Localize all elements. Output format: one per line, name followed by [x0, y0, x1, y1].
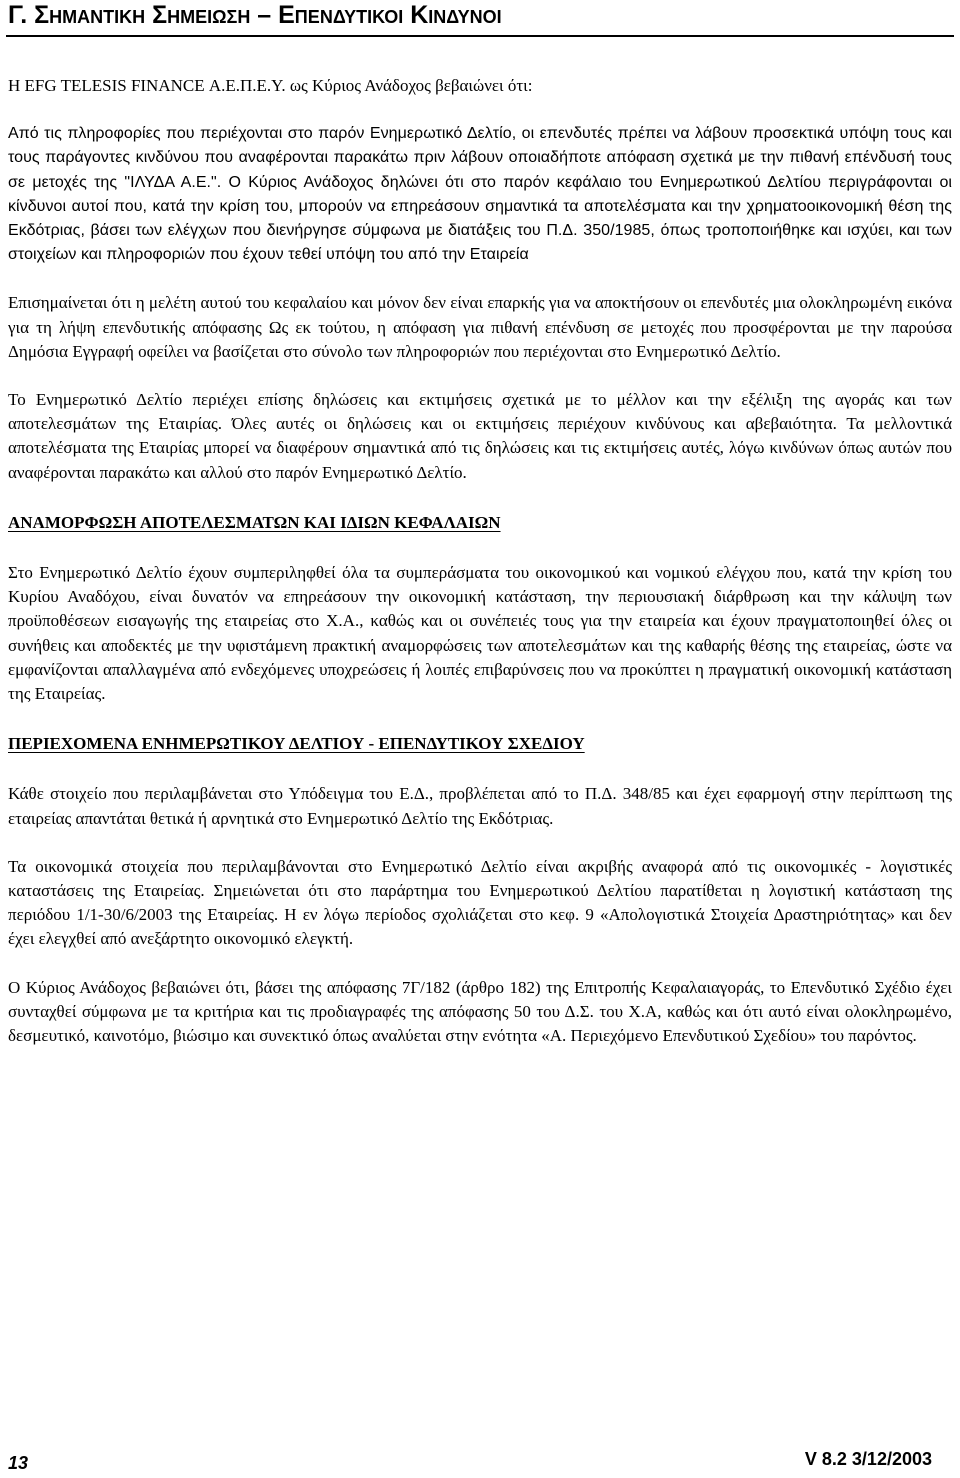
intro-paragraph: Η EFG TELESIS FINANCE Α.Ε.Π.Ε.Υ. ως Κύριος Ανάδοχος βεβαιώνει ότι: — [8, 76, 533, 95]
risk-paragraph-3: Το Ενημερωτικό Δελτίο περιέχει επίσης δηλώσεις και εκτιμήσεις σχετικά με το μέλλον και την εξέλιξη της αγοράς και των αποτελεσμάτων της Εταιρίας. Όλες αυτές οι δηλώσεις και οι εκτιμήσεις περιέχουν κινδύνους και αβεβαιότητα. Τα μελλοντικά αποτελέσματα της Εταιρίας μπορεί να διαφέρουν σημαντικά από τις δηλώσεις και τις εκτιμήσεις αυτές, λόγω κινδύνων όπως αυτών που αναφέρονται παρακάτω και αλλού στο παρόν Ενημερωτικό Δελτίο. — [8, 390, 952, 482]
contents-paragraph-3: Ο Κύριος Ανάδοχος βεβαιώνει ότι, βάσει της απόφασης 7Γ/182 (άρθρο 182) της Επιτροπής Κεφαλαιαγοράς, το Επενδυτικό Σχέδιο έχει συνταχθεί σύμφωνα με τα κριτήρια και τις προδιαγραφές της απόφασης 50 του Δ.Σ. του Χ.Α, καθώς και ότι αυτό είναι ολοκληρωμένο, δεσμευτικό, καινοτόμο, βιώσιμο και συνεκτικό όπως αναλύεται στην ενότητα «Α. Περιεχόμενο Επενδυτικού Σχεδίου» του παρόντος. — [8, 977, 952, 1046]
restatement-paragraph: Στο Ενημερωτικό Δελτίο έχουν συμπεριληφθεί όλα τα συμπεράσματα του οικονομικού και νομικού ελέγχου που, κατά την κρίση του Κυρίου Αναδόχου, είναι δυνατόν να επηρεάσουν την οικονομική κατάσταση, την περιουσιακή διάρθρωση και την κάλυψη των προϋποθέσεων εισαγωγής της εταιρείας στο Χ.Α., καθώς και οι συνέπειές τους για την εταιρεία και έχουν πραγματοποιηθεί όλες οι συνήθεις και αποδεκτές με την υφιστάμενη πρακτική αναμορφώσεις των αποτελεσμάτων και της καθαρής θέσης της εταιρείας, ώστε να εμφανίζονται απαλλαγμένα από ενδεχόμενες υποχρεώσεις ή λοιπές επιβαρύνσεις που να προκύπτει η πραγματική οικονομική κατάσταση της Εταιρείας. — [8, 563, 952, 704]
contents-paragraph-1: Κάθε στοιχείο που περιλαμβάνεται στο Υπόδειγμα του Ε.Δ., προβλέπεται από το Π.Δ. 348/85 και έχει εφαρμογή στην περίπτωση της εταιρείας απαντάται θετικά ή αρνητικά στο Ενημερωτικό Δελτίο της Εκδότριας. — [8, 784, 952, 828]
contents-paragraph-2: Τα οικονομικά στοιχεία που περιλαμβάνονται στο Ενημερωτικό Δελτίο είναι ακριβής αναφορά από τις οικονομικές - λογιστικές καταστάσεις της Εταιρείας. Σημειώνεται ότι στο παράρτημα του Ενημερωτικού Δελτίου παρατίθεται η λογιστική κατάσταση της περιόδου 1/1-30/6/2003 της Εταιρείας. Η εν λόγω περίοδος σχολιάζεται στο κεφ. 9 «Απολογιστικά Στοιχεία Δραστηριότητας» και δεν έχει ελεγχθεί από ανεξάρτητο οικονομικό ελεγκτή. — [8, 856, 952, 949]
risk-paragraph-2: Επισημαίνεται ότι η μελέτη αυτού του κεφαλαίου και μόνον δεν είναι επαρκής για να αποκτήσουν οι επενδυτές μια ολοκληρωμένη εικόνα για τη λήψη επενδυτικής απόφασης Ως εκ τούτου, η απόφαση για πιθανή επένδυση σε μετοχές που προσφέρονται με την παρούσα Δημόσια Εγγραφή οφείλει να βασίζεται στο σύνολο των πληροφοριών που περιέχονται στο Ενημερωτικό Δελτίο. — [8, 293, 952, 361]
page-number: 13 — [8, 1453, 29, 1473]
restatement-heading: ΑΝΑΜΟΡΦΩΣΗ ΑΠΟΤΕΛΕΣΜΑΤΩΝ ΚΑΙ ΙΔΙΩΝ ΚΕΦΑΛΑΙΩΝ — [8, 512, 501, 532]
version-label: V 8.2 3/12/2003 — [804, 1449, 932, 1469]
heading-rule — [6, 35, 954, 37]
document-body — [8, 74, 952, 1072]
contents-heading: ΠΕΡΙΕΧΟΜΕΝΑ ΕΝΗΜΕΡΩΤΙΚΟΥ ΔΕΛΤΙΟΥ - ΕΠΕΝΔΥΤΙΚΟΥ ΣΧΕΔΙΟΥ — [8, 734, 585, 754]
section-heading: Γ. Σημαντικη Σημειωση – Επενδυτικοι Κινδυνοι — [8, 1, 502, 29]
risk-paragraph-1: Από τις πληροφορίες που περιέχονται στο παρόν Ενημερωτικό Δελτίο, οι επενδυτές πρέπει να λάβουν προσεκτικά υπόψη τους και τους παράγοντες κινδύνου που αναφέρονται παρακάτω πριν λάβουν οποιαδήποτε απόφαση σχετικά με την πιθανή επένδυσή τους σε μετοχές της "ΙΛΥΔΑ Α.Ε.". Ο Κύριος Ανάδοχος δηλώνει ότι στο παρόν κεφάλαιο του Ενημερωτικού Δελτίου περιγράφονται οι κίνδυνοι αυτοί που, κατά την κρίση του, μπορούν να επηρεάσουν σημαντικά τα αποτελέσματα και την χρηματοοικονομική θέση της Εκδότριας, βάσει των ελέγχων που διενήργησε σύμφωνα με διατάξεις του Π.Δ. 350/1985, όπως τροποποιήθηκε και ισχύει, και των στοιχείων και πληροφοριών που έχουν τεθεί υπόψη του από την Εταιρεία — [8, 125, 952, 264]
